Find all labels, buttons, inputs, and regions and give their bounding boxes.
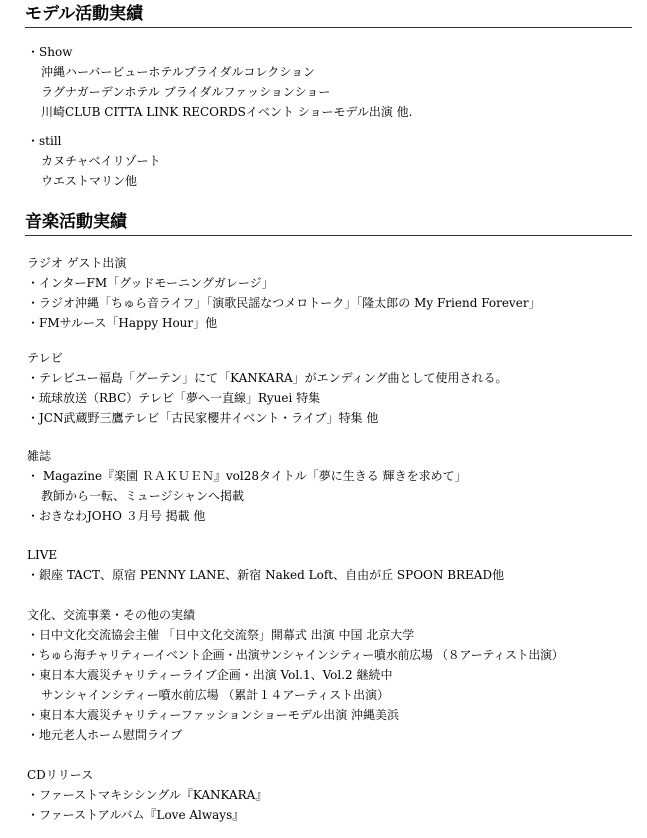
category-line: ・東日本大震災チャリティーライブ企画・出演 Vol.1、Vol.2 継続中 — [27, 668, 393, 682]
category-line: ・日中文化交流協会主催 「日中文化交流祭」開幕式 出演 中国 北京大学 — [27, 628, 415, 642]
show-item: ラグナガーデンホテル ブライダルファッションショー — [41, 85, 331, 99]
category-line: ・銀座 TACT、原宿 PENNY LANE、新宿 Naked Loft、自由が丘 SPOON BREAD他 — [27, 568, 505, 582]
category-line: ・テレビユー福島「グーテン」にて「KANKARA」がエンディング曲として使用される。 — [27, 371, 508, 385]
still-item: ウエストマリン他 — [41, 174, 138, 188]
culture-block — [27, 605, 563, 745]
model-still-block — [27, 131, 161, 191]
category-label: LIVE — [27, 548, 58, 562]
category-line: 教師から一転、ミュージシャンへ掲載 — [41, 489, 244, 503]
still-header: ・still — [27, 134, 62, 148]
category-line: ・琉球放送（RBC）テレビ「夢へ一直線」Ryuei 特集 — [27, 391, 321, 405]
tv-block — [27, 348, 507, 428]
music-section-title: 音楽活動実績 — [25, 211, 632, 236]
category-line: ・地元老人ホーム慰問ライブ — [27, 728, 183, 742]
category-line: ・東日本大震災チャリティーファッションショーモデル出演 沖縄美浜 — [27, 708, 400, 722]
still-item: カヌチャベイリゾート — [41, 154, 161, 168]
live-block — [27, 545, 504, 585]
category-line: ・ファーストマキシシングル『KANKARA』 — [27, 788, 268, 802]
category-line: ・ちゅら海チャリティーイベント企画・出演サンシャインシティー噴水前広場 （８アーティスト出演） — [27, 648, 564, 662]
category-label: ラジオ ゲスト出演 — [27, 256, 127, 270]
category-line: ・インターFM「グッドモーニングガレージ」 — [27, 276, 274, 290]
category-line: ・FMサルース「Happy Hour」他 — [27, 316, 218, 330]
model-section-title: モデル活動実績 — [25, 3, 632, 28]
show-header: ・Show — [27, 45, 73, 59]
category-line: ・ラジオ沖縄「ちゅら音ライフ」「演歌民謡なつメロトーク」「隆太郎の My Friend Forever」 — [27, 296, 541, 310]
category-label: CDリリース — [27, 768, 94, 782]
show-item: 沖縄ハーバービューホテルブライダルコレクション — [41, 65, 315, 79]
model-show-block — [27, 42, 413, 122]
cd-release-block — [27, 765, 267, 825]
category-line: ・ Magazine『楽園 ＲＡＫＵＥＮ』vol28タイトル「夢に生きる 輝きを求めて」 — [27, 469, 467, 483]
category-label: 雑誌 — [27, 449, 52, 463]
magazine-block — [27, 446, 467, 526]
category-line: ・ファーストアルバム『Love Always』 — [27, 808, 245, 822]
category-line: ・おきなわJOHO ３月号 掲載 他 — [27, 509, 206, 523]
category-line: ・JCN武蔵野三鷹テレビ「古民家櫻井イベント・ライブ」特集 他 — [27, 411, 379, 425]
show-item: 川崎CLUB CITTA LINK RECORDSイベント ショーモデル出演 他. — [41, 105, 413, 119]
category-label: テレビ — [27, 351, 63, 365]
category-label: 文化、交流事業・その他の実績 — [27, 608, 196, 622]
radio-block — [27, 253, 541, 333]
category-line: サンシャインシティー噴水前広場 （累計１４アーティスト出演） — [41, 688, 390, 702]
